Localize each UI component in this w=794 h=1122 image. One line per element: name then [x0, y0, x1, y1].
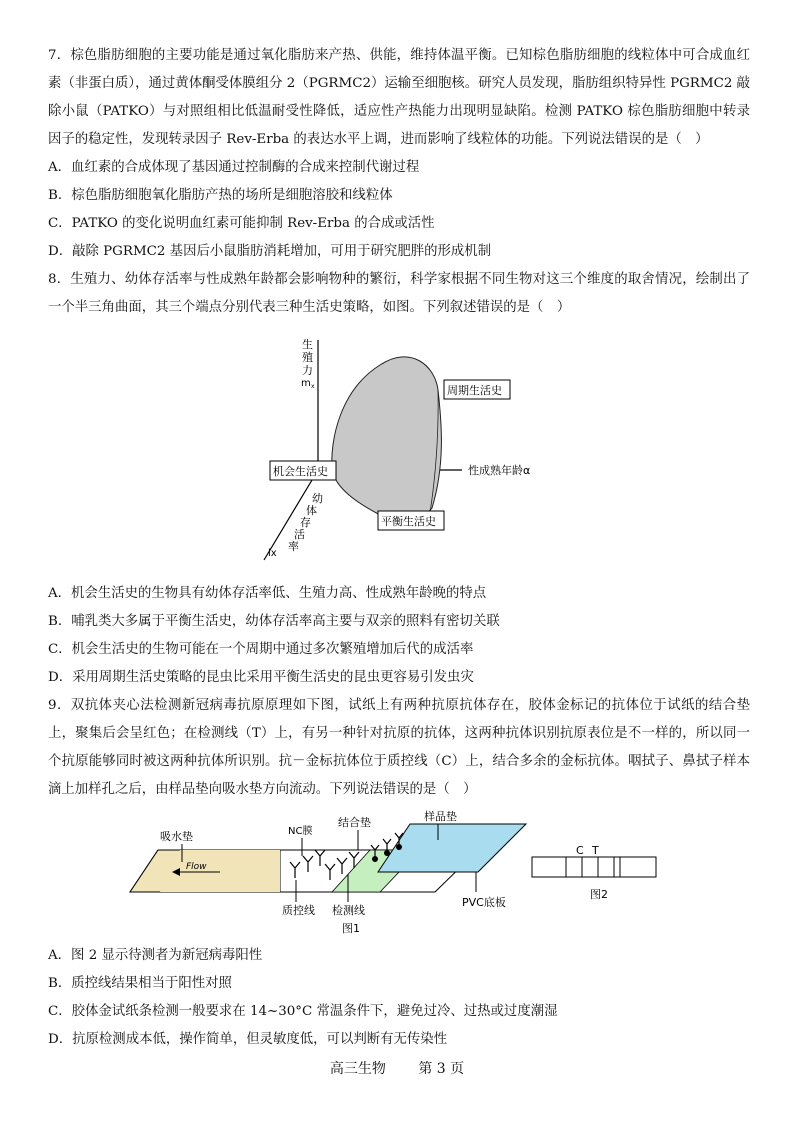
- z-axis-label-6: lx: [268, 548, 277, 559]
- control-line-label: 质控线: [282, 904, 315, 917]
- q7-stem: 7．棕色脂肪细胞的主要功能是通过氧化脂肪来产热、供能，维持体温平衡。已知棕色脂肪细胞的线粒体中可合成血红素（非蛋白质），通过黄体酮受体膜组分 2（PGRMC2）运输至细胞核。研究人员发现，脂肪组织特异性 PGRMC2 敲除小鼠（PATKO）与对照组相比低温耐受性降低，适应性产热能力出现明显缺陷。检测 PATKO 棕色脂肪细胞中转录因子的稳定性，发现转录因子 Rev-Erba 的表达水平上调，进而影响了线粒体的功能。下列说法错误的是（ ）: [48, 48, 750, 147]
- y-axis-label-2: 殖: [302, 351, 313, 364]
- flow-label: Flow: [186, 862, 207, 872]
- y-axis-label-1: 生: [302, 338, 313, 351]
- q8-option-a: A．机会生活史的生物具有幼体存活率低、生殖力高、性成熟年龄晚的特点: [48, 586, 487, 601]
- q9-option-d: D．抗原检测成本低，操作简单，但灵敏度低，可以判断有无传染性: [48, 1032, 448, 1047]
- absorbent-pad-label: 吸水垫: [160, 830, 193, 843]
- x-axis-label: 性成熟年龄α: [468, 464, 531, 477]
- nc-membrane-label: NC膜: [288, 826, 313, 837]
- z-axis-label-5: 率: [288, 540, 299, 553]
- y-axis-label-3: 力: [302, 364, 313, 377]
- test-line-label: 检测线: [332, 904, 365, 917]
- sample-pad-label: 样品垫: [424, 810, 457, 823]
- z-axis-label-3: 存: [300, 516, 311, 529]
- strip-c-label: C: [576, 844, 584, 857]
- lateral-flow-figure: [120, 810, 680, 940]
- conjugate-pad-label: 结合垫: [338, 816, 371, 829]
- q9-option-b: B．质控线结果相当于阳性对照: [48, 976, 232, 991]
- page-footer: [0, 1058, 794, 1078]
- q9-option-a: A．图 2 显示待测者为新冠病毒阳性: [48, 948, 263, 963]
- periodic-label: 周期生活史: [447, 384, 502, 397]
- q8-stem: 8．生殖力、幼体存活率与性成熟年龄都会影响物种的繁衍，科学家根据不同生物对这三个维度的取舍情况，绘制出了一个半三角曲面，其三个端点分别代表三种生活史策略，如图。下列叙述错误的是（ ）: [48, 272, 750, 315]
- q7-option-b: B．棕色脂肪细胞氧化脂肪产热的场所是细胞溶胶和线粒体: [48, 188, 393, 203]
- y-axis-label-4: m: [301, 378, 311, 389]
- equilibrium-label: 平衡生活史: [381, 515, 436, 528]
- q8-option-d: D．采用周期生活史策略的昆虫比采用平衡生活史的昆虫更容易引发虫灾: [48, 670, 474, 685]
- z-axis-label-1: 幼: [312, 492, 323, 505]
- q9-option-c: C．胶体金试纸条检测一般要求在 14~30°C 常温条件下，避免过冷、过热或过度潮湿: [48, 1004, 558, 1019]
- z-axis-label-2: 体: [306, 504, 317, 517]
- pvc-base-label: PVC底板: [462, 896, 506, 909]
- y-axis-label-sub: x: [311, 383, 315, 390]
- life-history-figure: [250, 330, 550, 570]
- footer-page-number: 第 3 页: [418, 1061, 465, 1077]
- q7-option-a: A．血红素的合成体现了基因通过控制酶的合成来控制代谢过程: [48, 160, 420, 175]
- q7-option-c: C．PATKO 的变化说明血红素可能抑制 Rev-Erba 的合成或活性: [48, 216, 435, 231]
- z-axis-label-4: 活: [294, 528, 305, 541]
- q7-option-d: D．敲除 PGRMC2 基因后小鼠脂肪消耗增加，可用于研究肥胖的形成机制: [48, 244, 492, 259]
- half-triangle-surface: [332, 357, 442, 522]
- opportunistic-label: 机会生活史: [273, 465, 328, 478]
- figure-1-caption: 图1: [342, 922, 360, 935]
- q9-stem: 9．双抗体夹心法检测新冠病毒抗原原理如下图，试纸上有两种抗原抗体存在，胶体金标记的抗体位于试纸的结合垫上，聚集后会呈红色；在检测线（T）上，有另一种针对抗原的抗体，这两种抗体识别抗原表位是不一样的，所以同一个抗原能够同时被这两种抗体所识别。抗－金标抗体位于质控线（C）上，结合多余的金标抗体。咽拭子、鼻拭子样本滴上加样孔之后，由样品垫向吸水垫方向流动。下列说法错误的是（ ）: [48, 698, 750, 797]
- q8-option-c: C．机会生活史的生物可能在一个周期中通过多次繁殖增加后代的成活率: [48, 642, 474, 657]
- footer-subject: 高三生物: [329, 1061, 386, 1077]
- figure-2-caption: 图2: [590, 888, 608, 901]
- strip-t-label: T: [592, 844, 599, 857]
- q8-option-b: B．哺乳类大多属于平衡生活史，幼体存活率高主要与双亲的照料有密切关联: [48, 614, 500, 629]
- test-strip-result: [532, 857, 656, 877]
